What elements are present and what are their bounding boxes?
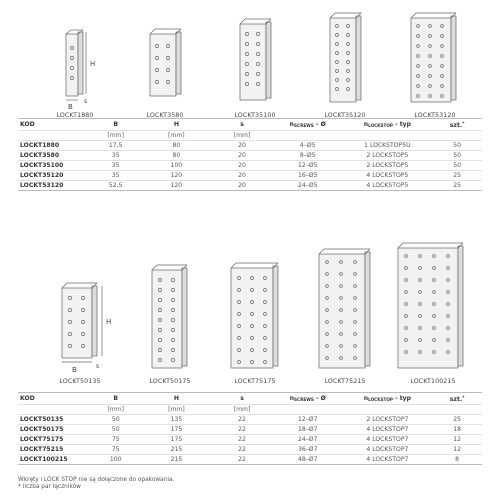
cell-s: 22 [211,455,273,465]
dim-s-label: s [96,363,100,370]
cell-h: 135 [142,415,212,425]
cell-screws: 48–Ø7 [273,455,343,465]
col-h: H [142,393,212,405]
connector-drawing [130,262,210,376]
units-row [18,405,482,415]
cell-s: 22 [211,445,273,455]
cell-qty: 25 [432,415,482,425]
table-row [18,455,482,465]
cell-screws: 4–Ø5 [273,141,343,151]
cell-b: 75 [90,435,142,445]
dim-b-label: B [68,103,73,110]
cell-h: 175 [142,435,212,445]
col-screws-n: n [289,121,294,128]
cell-qty: 50 [432,161,482,171]
table-row [18,171,482,181]
cell-h: 80 [142,151,212,161]
col-b: B [90,393,142,405]
product-code: LOCKT3580 [146,112,184,119]
product-lockt100215 [388,240,478,385]
col-qty-mark: * [462,120,465,126]
cell-screws: 36–Ø7 [273,445,343,455]
cell-s: 22 [211,415,273,425]
cell-h: 120 [142,171,212,181]
dim-h-label: H [90,60,96,68]
dim-b-label: B [72,366,77,374]
cell-lockstop: 2 LOCKSTOP7 [343,415,433,425]
cell-lockstop: 2 LOCKSTOP5 [343,161,433,171]
table-header-row [18,119,482,131]
cell-s: 20 [211,161,273,171]
col-h: H [142,119,212,131]
cell-kod: LOCKT100215 [18,455,90,465]
cell-lockstop: 4 LOCKSTOP7 [343,445,433,455]
col-lockstop-n: n [363,395,369,402]
product-code: LOCKT50175 [149,378,191,385]
cell-h: 215 [142,445,212,455]
cell-lockstop: 4 LOCKSTOP5 [343,181,433,191]
cell-kod: LOCKT35100 [18,161,90,171]
cell-lockstop: 4 LOCKSTOP7 [343,425,433,435]
cell-kod: LOCKT1880 [18,141,90,151]
col-screws-tail: - Ø [313,121,326,128]
cell-lockstop: 4 LOCKSTOP7 [343,435,433,445]
unit-h: [mm] [142,131,212,141]
cell-screws: 8–Ø5 [273,151,343,161]
cell-h: 215 [142,455,212,465]
cell-kod: LOCKT3580 [18,151,90,161]
cell-b: 35 [90,171,142,181]
cell-screws: 24–Ø7 [273,435,343,445]
col-lockstop-tail: - typ [393,395,412,402]
cell-b: 100 [90,455,142,465]
dim-s-label: s [84,98,88,105]
cell-b: 52,5 [90,181,142,191]
col-s: s [211,119,273,131]
col-screws-tail: - Ø [313,395,326,402]
col-lockstop-tail: - typ [392,121,412,128]
product-code: LOCKT1880 [56,112,94,119]
cell-h: 120 [142,181,212,191]
spec-table-1 [18,118,482,191]
spec-table-2 [18,392,482,465]
col-screws [273,393,343,405]
table-row [18,181,482,191]
cell-kod: LOCKT35120 [18,171,90,181]
col-screws-n: n [289,395,295,402]
product-code: LOCKT75215 [324,378,366,385]
cell-s: 20 [211,181,273,191]
cell-h: 175 [142,425,212,435]
connector-drawing [215,260,295,376]
dim-h-label: H [106,318,112,326]
footnote-pairs: * liczba par łączników [18,484,81,490]
cell-s: 20 [211,171,273,181]
connector-drawing [220,14,290,110]
product-lockt1880 [40,28,110,119]
cell-lockstop: 1 LOCKSTOP5U [343,141,433,151]
footnotes [18,477,174,491]
cell-kod: LOCKT75215 [18,445,90,455]
connector-drawing [40,28,110,110]
cell-b: 17,5 [90,141,142,151]
product-lockt35100 [220,14,290,119]
connector-drawing [310,10,380,110]
table-row [18,445,482,455]
product-code: LOCKT100215 [410,378,456,385]
product-lockt50175 [130,262,210,385]
col-qty-mark: * [462,394,465,400]
cell-b: 50 [90,415,142,425]
cell-qty: 8 [432,455,482,465]
table-row [18,425,482,435]
product-lockt53120 [395,10,475,119]
cell-qty: 50 [432,151,482,161]
table-row [18,161,482,171]
cell-qty: 25 [432,171,482,181]
col-lockstop [343,119,433,131]
product-code: LOCKT35120 [324,112,366,119]
col-qty [432,393,482,405]
product-lockt75175 [215,260,295,385]
cell-kod: LOCKT50175 [18,425,90,435]
unit-s: [mm] [211,131,273,141]
product-lockt3580 [130,24,200,119]
col-screws-sub: SCREWS [294,123,314,128]
col-qty [432,119,482,131]
cell-lockstop: 4 LOCKSTOP5 [343,171,433,181]
table-row [18,415,482,425]
connector-drawing [395,10,475,110]
cell-lockstop: 4 LOCKSTOP7 [343,455,433,465]
cell-screws: 16–Ø5 [273,171,343,181]
unit-h: [mm] [142,405,212,415]
col-qty-label: szt. [449,395,463,403]
col-b: B [90,119,142,131]
cell-qty: 12 [432,445,482,455]
product-code: LOCKT35100 [234,112,276,119]
col-lockstop [343,393,433,405]
cell-b: 35 [90,161,142,171]
table-row [18,435,482,445]
cell-qty: 50 [432,141,482,151]
col-kod: KOD [18,119,90,131]
cell-qty: 12 [432,435,482,445]
unit-s: [mm] [211,405,273,415]
cell-screws: 12–Ø5 [273,161,343,171]
cell-b: 50 [90,425,142,435]
cell-h: 80 [142,141,212,151]
cell-kod: LOCKT75175 [18,435,90,445]
col-lockstop-sub: LOCKSTOP [368,397,393,402]
col-lockstop-sub: LOCKSTOP [368,123,393,128]
connector-drawing [40,280,120,376]
table-row [18,141,482,151]
col-qty-label: szt. [449,121,463,129]
cell-s: 22 [211,425,273,435]
cell-s: 22 [211,435,273,445]
product-lockt35120 [310,10,380,119]
cell-b: 35 [90,151,142,161]
product-code: LOCKT53120 [414,112,456,119]
product-code: LOCKT75175 [234,378,276,385]
cell-kod: LOCKT50135 [18,415,90,425]
cell-lockstop: 2 LOCKSTOP5 [343,151,433,161]
cell-qty: 18 [432,425,482,435]
units-row [18,131,482,141]
cell-qty: 25 [432,181,482,191]
cell-b: 75 [90,445,142,455]
footnote-packaging: Wkręty i LOCK STOP nie są dołączone do opakowania. [18,477,175,483]
cell-s: 20 [211,141,273,151]
col-lockstop-n: n [363,121,369,128]
cell-screws: 18–Ø7 [273,425,343,435]
cell-s: 20 [211,151,273,161]
cell-screws: 12–Ø7 [273,415,343,425]
unit-b: [mm] [90,131,142,141]
col-kod: KOD [18,393,90,405]
cell-h: 100 [142,161,212,171]
col-s: s [211,393,273,405]
connector-drawing [130,24,200,110]
connector-drawing [305,246,385,376]
unit-b: [mm] [90,405,142,415]
product-lockt75215 [305,246,385,385]
table-row [18,151,482,161]
product-lockt50135 [40,280,120,385]
product-code: LOCKT50135 [59,378,101,385]
col-screws-sub: SCREWS [294,397,314,402]
cell-kod: LOCKT53120 [18,181,90,191]
table-header-row [18,393,482,405]
cell-screws: 24–Ø5 [273,181,343,191]
col-screws [273,119,343,131]
connector-drawing [388,240,478,376]
